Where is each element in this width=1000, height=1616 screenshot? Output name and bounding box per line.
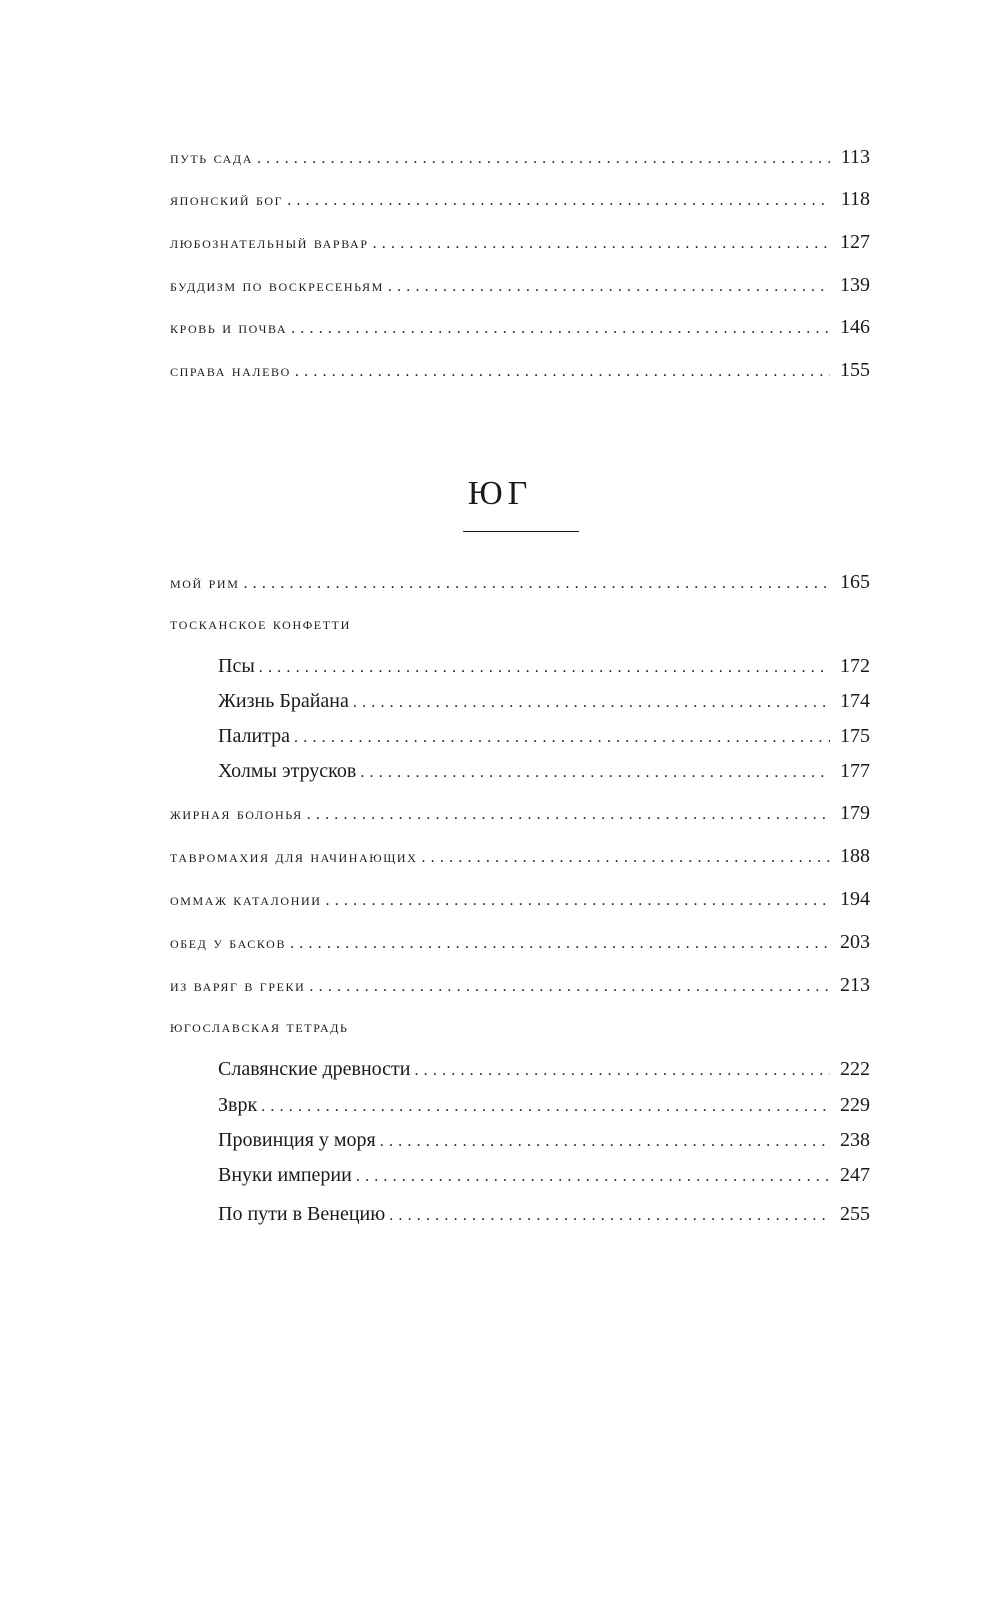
toc-entry-page: 177 [840, 760, 870, 782]
leader-dots [257, 150, 830, 168]
toc-entry-title: Псы [218, 655, 255, 677]
toc-entry-page: 222 [840, 1058, 870, 1080]
section-heading: ЮГ [467, 475, 533, 512]
leader-dots [326, 892, 831, 910]
toc-entry-title: справа налево [170, 361, 291, 380]
toc-entry-page: 113 [840, 146, 870, 168]
toc-entry-title: путь сада [170, 148, 253, 167]
toc-entry-page: 194 [840, 888, 870, 910]
toc-chapter-heading [170, 1017, 870, 1047]
toc-entry-title: Холмы этрусков [218, 760, 357, 782]
toc-entry-page: 188 [840, 845, 870, 867]
toc-entry-page: 165 [840, 571, 870, 593]
leader-dots [294, 729, 830, 747]
toc-entry[interactable] [170, 316, 870, 346]
toc-entry-title: югославская тетрадь [170, 1017, 349, 1036]
toc-entry-title: По пути в Венецию [218, 1203, 386, 1225]
toc-entry[interactable] [170, 931, 870, 961]
toc-entry[interactable] [170, 274, 870, 304]
toc-subentry[interactable] [218, 1058, 870, 1088]
toc-entry-title: из варяг в греки [170, 976, 306, 995]
leader-dots [356, 1168, 830, 1186]
toc-entry-page: 229 [840, 1094, 870, 1116]
toc-entry-title: тосканское конфетти [170, 614, 351, 633]
toc-entry-page: 155 [840, 359, 870, 381]
toc-subentry[interactable] [218, 1129, 870, 1159]
toc-subentry[interactable] [218, 1094, 870, 1124]
toc-entry-page: 179 [840, 802, 870, 824]
toc-entry-page: 255 [840, 1203, 870, 1225]
leader-dots [388, 278, 830, 296]
leader-dots [309, 978, 830, 996]
toc-subentry[interactable] [218, 1203, 870, 1233]
toc-entry-title: Жизнь Брайана [218, 690, 349, 712]
toc-entry-page: 127 [840, 231, 870, 253]
toc-entry-title: буддизм по воскресеньям [170, 276, 384, 295]
toc-entry-page: 172 [840, 655, 870, 677]
leader-dots [389, 1207, 830, 1225]
leader-dots [295, 363, 830, 381]
leader-dots [243, 575, 830, 593]
toc-subentry[interactable] [218, 690, 870, 720]
toc-entry[interactable] [170, 571, 870, 601]
leader-dots [291, 320, 830, 338]
toc-subentry[interactable] [218, 1164, 870, 1194]
leader-dots [261, 1098, 830, 1116]
toc-entry-title: Провинция у моря [218, 1129, 376, 1151]
toc-subentry[interactable] [218, 760, 870, 790]
leader-dots [353, 694, 830, 712]
toc-entry-page: 247 [840, 1164, 870, 1186]
toc-entry[interactable] [170, 974, 870, 1004]
leader-dots [259, 659, 830, 677]
toc-subentry[interactable] [218, 725, 870, 755]
toc-entry-title: Палитра [218, 725, 291, 747]
toc-entry-title: мой рим [170, 573, 240, 592]
toc-entry[interactable] [170, 888, 870, 918]
toc-chapter-heading [170, 614, 870, 644]
toc-entry-title: Зврк [218, 1094, 258, 1116]
toc-entry-title: японский бог [170, 190, 284, 209]
leader-dots [360, 764, 830, 782]
toc-entry-page: 238 [840, 1129, 870, 1151]
toc-entry-page: 118 [840, 188, 870, 210]
leader-dots [290, 935, 830, 953]
toc-entry[interactable] [170, 359, 870, 389]
toc-entry-page: 174 [840, 690, 870, 712]
leader-dots [421, 849, 830, 867]
toc-entry-title: любознательный варвар [170, 233, 369, 252]
section-divider [463, 531, 579, 532]
toc-entry-title: Славянские древности [218, 1058, 411, 1080]
toc-entry[interactable] [170, 146, 870, 176]
toc-entry-title: оммаж каталонии [170, 890, 322, 909]
leader-dots [373, 235, 830, 253]
leader-dots [307, 806, 830, 824]
toc-entry-page: 139 [840, 274, 870, 296]
toc-entry[interactable] [170, 802, 870, 832]
toc-entry[interactable] [170, 231, 870, 261]
toc-entry-page: 146 [840, 316, 870, 338]
toc-entry-title: обед у басков [170, 933, 287, 952]
toc-entry-title: Внуки империи [218, 1164, 352, 1186]
toc-entry[interactable] [170, 188, 870, 218]
toc-entry-page: 213 [840, 974, 870, 996]
toc-entry-title: жирная болонья [170, 804, 303, 823]
leader-dots [287, 192, 830, 210]
leader-dots [414, 1062, 830, 1080]
toc-entry-title: тавромахия для начинающих [170, 847, 418, 866]
toc-entry-page: 203 [840, 931, 870, 953]
leader-dots [380, 1133, 830, 1151]
toc-subentry[interactable] [218, 655, 870, 685]
toc-entry-title: кровь и почва [170, 318, 288, 337]
toc-entry[interactable] [170, 845, 870, 875]
toc-entry-page: 175 [840, 725, 870, 747]
